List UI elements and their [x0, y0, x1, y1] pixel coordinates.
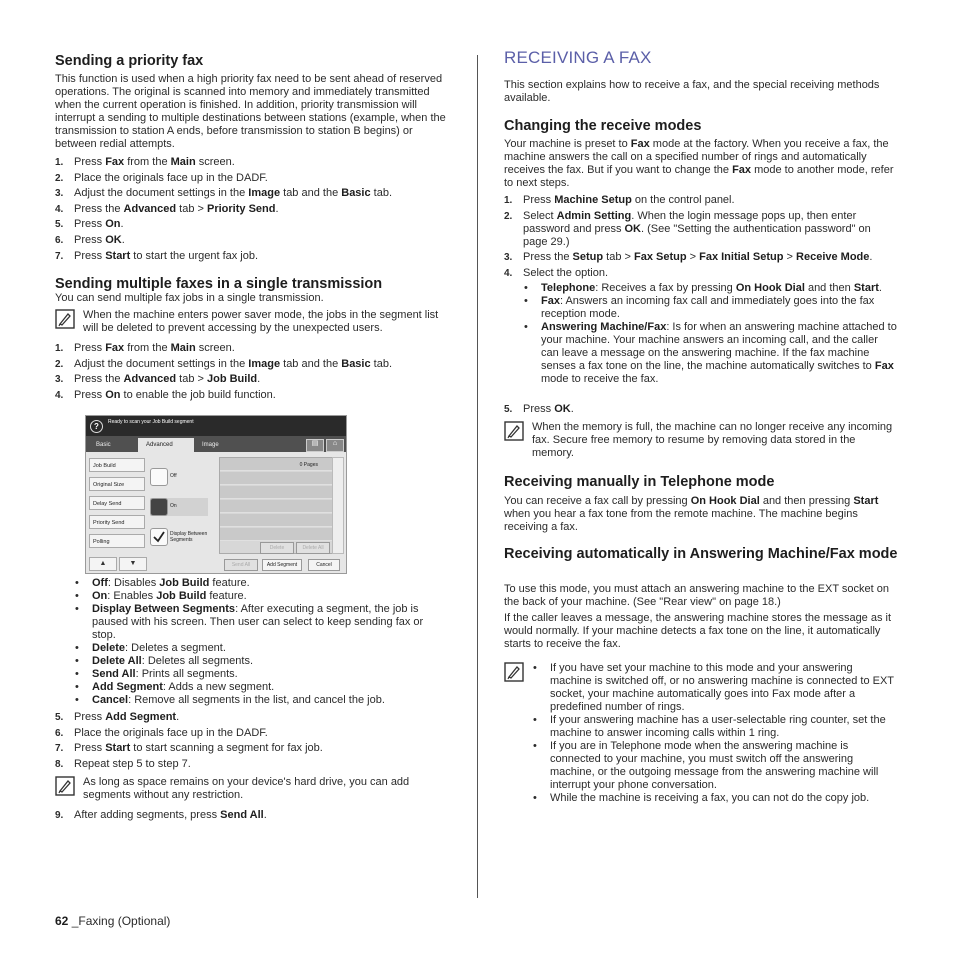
bullet-keyword: On Hook Dial: [735, 282, 805, 294]
list-item: [504, 194, 898, 207]
bullet-keyword: Start: [853, 282, 879, 294]
step-keyword: Fax: [105, 156, 125, 168]
tab-image[interactable]: Image: [202, 442, 219, 448]
sidebar-job-build[interactable]: Job Build: [89, 458, 145, 472]
list-item: [55, 358, 447, 371]
bullet-item: [74, 694, 447, 707]
step-keyword: Fax: [105, 342, 125, 354]
multiple-steps-b: [55, 711, 447, 773]
list-item: [504, 403, 898, 416]
step-number: 5.: [55, 712, 64, 723]
step-keyword: Fax Initial Setup: [699, 251, 784, 264]
bullet-item: • If your answering machine has a user-selectable ring counter, set the machine to answer incoming calls within 1 ring.: [532, 714, 894, 740]
list-item: [55, 234, 447, 247]
receive-mode-step-5: [504, 403, 898, 419]
step-text: Place the originals face up in the DADF.: [74, 726, 268, 739]
list-item: [55, 172, 447, 185]
step-text: screen.: [195, 342, 235, 354]
bullet-keyword: Add Segment: [92, 681, 163, 693]
receive-mode-steps: [504, 194, 898, 282]
home-icon[interactable]: ⌂: [326, 439, 344, 452]
option-on[interactable]: [150, 498, 208, 516]
bullet-item: [74, 681, 447, 694]
step-text: Press: [74, 249, 106, 262]
heading-telephone-mode: Receiving manually in Telephone mode: [504, 474, 775, 490]
tab-advanced[interactable]: Advanced: [138, 438, 194, 452]
list-item: [55, 727, 447, 740]
bullet-text: : Deletes all segments.: [141, 655, 254, 667]
step-number: 7.: [55, 743, 64, 755]
bullet-keyword: Cancel: [92, 694, 129, 706]
multiple-intro: You can send multiple fax jobs in a single transmission.: [55, 292, 324, 304]
step-number: 5.: [504, 404, 513, 415]
option-on-label: On: [170, 503, 177, 509]
step-number: 9.: [55, 810, 64, 821]
step-keyword: Basic: [341, 187, 371, 200]
add-segment-button[interactable]: Add Segment: [262, 559, 302, 571]
segment-row[interactable]: [220, 472, 332, 485]
step-number: 6.: [55, 727, 64, 739]
heading-priority-fax: Sending a priority fax: [55, 53, 204, 69]
receive-modes-intro: Your machine is preset to Fax mode at the factory. When you receive a fax, the machine answers the call on a specified number of rings and automatically receives the fax. But if you want to change the Fax mode to another mode, refer to next steps.: [504, 138, 894, 189]
step-text: tab.: [370, 187, 393, 200]
bullet-item: [523, 282, 898, 295]
list-item: [55, 742, 447, 755]
step-text: >: [783, 251, 797, 264]
heading-answering-mode: Receiving automatically in Answering Machine/Fax mode: [504, 546, 898, 562]
step-text: tab >: [176, 202, 207, 215]
step-text: Select: [523, 209, 557, 222]
segment-list: [219, 457, 333, 554]
bullet-keyword: Delete All: [92, 655, 142, 667]
heading-multiple-faxes: Sending multiple faxes in a single transmission: [55, 276, 383, 292]
step-text: tab and the: [280, 357, 342, 370]
list-item: [504, 267, 898, 280]
bullet-text: and then: [804, 282, 854, 294]
step-text: After adding segments, press: [74, 809, 221, 821]
step-text: Repeat step 5 to step 7.: [74, 757, 191, 770]
multiple-steps-a: [55, 342, 447, 404]
priority-steps: [55, 156, 447, 265]
send-all-button[interactable]: Send All: [224, 559, 258, 571]
segment-list-header: [220, 458, 332, 471]
list-item: [55, 373, 447, 386]
check-icon[interactable]: [150, 528, 168, 546]
note-pencil-icon: [504, 421, 524, 441]
step-number: 7.: [55, 250, 64, 262]
step-keyword: Fax Setup: [633, 251, 687, 264]
bullet-text: : After executing a segment, the job is paused with his screen. Then user can select to keep sending fax or stop.: [92, 603, 424, 641]
step-keyword: OK: [624, 222, 641, 235]
step-keyword: Add Segment: [105, 711, 177, 723]
step-number: 4.: [55, 203, 64, 215]
bullet-keyword: Fax: [874, 360, 894, 372]
step-text: to start the urgent fax job.: [130, 249, 259, 262]
help-icon[interactable]: ?: [90, 420, 103, 433]
step-text: .: [257, 373, 261, 386]
step-keyword: Admin Setting: [556, 209, 632, 222]
bullet-item: [74, 603, 447, 642]
bullet-text: : Prints all segments.: [135, 668, 238, 680]
page-number: 62: [55, 914, 69, 928]
step-text: Press: [74, 388, 106, 401]
list-item: [504, 251, 898, 264]
sidebar-delay-send[interactable]: Delay Send: [89, 496, 145, 510]
step-number: 6.: [55, 234, 64, 246]
step-text: Press the: [523, 251, 573, 264]
bullet-text: : Adds a new segment.: [162, 681, 275, 693]
sidebar-original-size[interactable]: Original Size: [89, 477, 145, 491]
step-text: to enable the job build function.: [120, 388, 276, 401]
step-keyword: Priority Send: [207, 202, 276, 215]
step-number: 1.: [504, 195, 513, 206]
step-number: 4.: [55, 389, 64, 401]
screen-title: Ready to scan your Job Build segment: [108, 419, 194, 425]
step-text: Press the: [74, 373, 124, 386]
step-keyword: Image: [248, 357, 281, 370]
segment-row[interactable]: [220, 514, 332, 527]
step-keyword: On: [105, 388, 121, 401]
cancel-button[interactable]: Cancel: [308, 559, 340, 571]
step-text: Press: [74, 218, 106, 231]
step-keyword: Setup: [572, 251, 604, 264]
step-number: 8.: [55, 758, 64, 770]
step-text: .: [869, 251, 873, 264]
footer-section: _Faxing (Optional): [68, 914, 171, 928]
bullet-item: [74, 642, 447, 655]
step-keyword: Image: [248, 187, 281, 200]
list-item: [55, 758, 447, 771]
bullet-item: [74, 668, 447, 681]
step-text: .: [120, 218, 124, 231]
list-item: [55, 203, 447, 216]
bullet-text: feature.: [206, 590, 247, 602]
step-number: 2.: [55, 358, 64, 370]
step-keyword: Advanced: [123, 202, 177, 215]
note-hard-drive-text: As long as space remains on your device's hard drive, you can add segments without any restriction.: [83, 776, 410, 801]
bullet-keyword: Fax: [541, 295, 560, 307]
step-text: Select the option.: [523, 266, 609, 279]
sidebar-priority-send[interactable]: Priority Send: [89, 515, 145, 529]
step-number: 4.: [504, 267, 513, 279]
scroll-down-icon[interactable]: ▼: [119, 557, 147, 571]
bullet-text: : Disables: [107, 577, 160, 589]
bullet-text: .: [878, 282, 882, 294]
step-text: Press: [74, 233, 106, 246]
step-keyword: Main: [170, 156, 196, 168]
job-build-screenshot: [85, 415, 347, 574]
option-display-between[interactable]: [150, 528, 208, 546]
multiple-step-9: [55, 809, 447, 825]
list-item: [55, 342, 447, 355]
list-item: [55, 711, 447, 724]
step-keyword: Main: [170, 342, 196, 354]
step-text: tab >: [603, 251, 634, 264]
bullet-text: : Deletes a segment.: [125, 642, 226, 654]
step-text: to start scanning a segment for fax job.: [130, 742, 323, 755]
screen-title-bar: [86, 416, 346, 436]
delete-all-button[interactable]: Delete All: [296, 542, 330, 554]
step-text: Press the: [74, 202, 124, 215]
step-number: 3.: [504, 252, 513, 264]
column-divider: [477, 55, 478, 898]
step-keyword: OK: [554, 403, 571, 415]
list-item: [55, 156, 447, 169]
bullet-text: feature.: [209, 577, 250, 589]
bullet-item: [523, 295, 898, 321]
step-text: . (See "Setting the authentication password" on page 29.): [523, 222, 871, 248]
step-text: Press: [74, 742, 106, 755]
answering-p1: To use this mode, you must attach an answering machine to the EXT socket on the back of your machine. (See "Rear view" on page 18.): [504, 583, 890, 608]
bullet-keyword: Off: [92, 577, 108, 589]
tab-basic[interactable]: Basic: [96, 442, 111, 448]
scroll-up-icon[interactable]: ▲: [89, 557, 117, 571]
step-number: 5.: [55, 219, 64, 231]
bullet-item: [74, 655, 447, 668]
page-count: 0 Pages: [299, 462, 318, 468]
list-item: [55, 218, 447, 231]
bullet-item: • If you are in Telephone mode when the answering machine is connected to your machine, you must switch off the answering machine, or the outgoing message from the answering machine will interrupt your phone conversation.: [532, 740, 894, 792]
bullet-keyword: Send All: [92, 668, 136, 680]
step-text: Press: [523, 194, 555, 206]
list-item: [55, 389, 447, 402]
step-text: .: [275, 202, 279, 215]
on-checkbox[interactable]: [150, 498, 168, 516]
bullet-text: : Is for when an answering machine attached to your machine. Your machine answers an incoming call, and the caller can leave a message on the answering machine. If the fax machine senses a fax tone on the line, the machine automatically switches to: [541, 321, 897, 372]
step-text: .: [263, 809, 267, 821]
step-number: 2.: [504, 210, 513, 222]
bullet-item: • If you have set your machine to this mode and your answering machine is switched off, or no answering machine is connected to EXT socket, your machine automatically goes into Fax mode after a predefined number of rings.: [532, 662, 894, 714]
step-keyword: Basic: [341, 357, 371, 370]
step-text: from the: [124, 156, 171, 168]
note-pencil-icon: [55, 309, 75, 329]
bullet-keyword: On: [92, 590, 108, 602]
bullet-item: • While the machine is receiving a fax, you can not do the copy job.: [532, 792, 894, 805]
step-text: from the: [124, 342, 171, 354]
bullet-item: [74, 577, 447, 590]
step-keyword: OK: [105, 233, 122, 246]
step-keyword: Machine Setup: [554, 194, 632, 206]
segment-row[interactable]: [220, 500, 332, 513]
step-number: 3.: [55, 374, 64, 386]
step-keyword: Start: [105, 742, 131, 755]
step-text: Press: [74, 156, 106, 168]
delete-button[interactable]: Delete: [260, 542, 294, 554]
step-text: on the control panel.: [631, 194, 735, 206]
telephone-text: You can receive a fax call by pressing On Hook Dial and then pressing Start when you hear a fax tone from the remote machine. The machine begins receiving a fax.: [504, 495, 879, 533]
bullet-item: [74, 590, 447, 603]
off-checkbox[interactable]: [150, 468, 168, 486]
bullet-keyword: Answering Machine/Fax: [541, 321, 667, 333]
option-display-label: Display Between Segments: [170, 531, 208, 543]
step-text: >: [686, 251, 700, 264]
receive-mode-options: [523, 282, 898, 386]
job-build-options: [74, 577, 447, 707]
answering-notes: [532, 662, 894, 805]
step-keyword: Receive Mode: [796, 251, 870, 264]
bullet-item: [523, 321, 898, 386]
step-number: 3.: [55, 188, 64, 200]
step-keyword: On: [105, 218, 121, 231]
note-pencil-icon: [55, 776, 75, 796]
step-text: . When the login message pops up, then enter password and press: [523, 209, 857, 235]
step-text: tab >: [176, 373, 207, 386]
step-keyword: Start: [105, 249, 131, 262]
note-power-saver-text: When the machine enters power saver mode, the jobs in the segment list will be deleted to prevent accessing by the unexpected users.: [83, 309, 439, 334]
list-item: [504, 210, 898, 249]
heading-receive-modes: Changing the receive modes: [504, 118, 702, 134]
bullet-text: : Receives a fax by pressing: [595, 282, 736, 294]
step-text: .: [176, 711, 180, 723]
bullet-text: : Answers an incoming fax call and immediately goes into the fax reception mode.: [541, 295, 875, 320]
segment-row[interactable]: [220, 486, 332, 499]
list-item: [55, 187, 447, 200]
list-item: [55, 809, 447, 822]
step-text: Adjust the document settings in the: [74, 357, 249, 370]
bullet-keyword: Telephone: [541, 282, 596, 294]
step-text: tab and the: [280, 187, 342, 200]
page-footer: [55, 914, 170, 929]
bullet-text: : Remove all segments in the list, and cancel the job.: [128, 694, 385, 706]
page-title: RECEIVING A FAX: [504, 48, 652, 67]
segment-scrollbar[interactable]: [332, 457, 344, 554]
note-pencil-icon: [504, 662, 524, 682]
step-text: Press: [523, 403, 555, 415]
bullet-keyword: Delete: [92, 642, 126, 654]
step-number: 1.: [55, 343, 64, 354]
answering-p2: If the caller leaves a message, the answering machine stores the message as it would normally. If your machine detects a fax tone on the line, it automatically starts to receive the fax.: [504, 612, 892, 650]
step-text: .: [121, 233, 125, 246]
priority-intro: This function is used when a high priority fax need to be sent ahead of reserved operations. The original is scanned into memory and immediately transmitted when the current operation is finished. In addition, priority transmission will interrupt a sending to multiple destinations between stations (example, when the transmission to station A ends, before transmission to station B begins) or between redial attempts.: [55, 73, 446, 150]
step-text: Press: [74, 711, 106, 723]
note-memory-full-text: When the memory is full, the machine can no longer receive any incoming fax. Secure free memory to resume by removing data stored in the memory.: [532, 421, 893, 459]
step-text: tab.: [370, 357, 393, 370]
receive-intro: This section explains how to receive a fax, and the special receiving methods available.: [504, 79, 880, 104]
step-keyword: Job Build: [207, 373, 258, 386]
bullet-keyword: Job Build: [156, 590, 207, 602]
bullet-text: mode to receive the fax.: [541, 373, 659, 385]
step-number: 2.: [55, 172, 64, 184]
step-text: Adjust the document settings in the: [74, 187, 249, 200]
option-off[interactable]: [150, 468, 208, 486]
step-text: Press: [74, 342, 106, 354]
bullet-keyword: Job Build: [159, 577, 210, 589]
bullet-text: : Enables: [107, 590, 157, 602]
step-text: Place the originals face up in the DADF.: [74, 171, 268, 184]
option-off-label: Off: [170, 473, 177, 479]
step-text: .: [570, 403, 574, 415]
step-text: screen.: [195, 156, 235, 168]
sidebar-polling[interactable]: Polling: [89, 534, 145, 548]
step-number: 1.: [55, 157, 64, 168]
screen-icon-a[interactable]: ▤: [306, 439, 324, 452]
list-item: [55, 250, 447, 263]
step-keyword: Send All: [220, 809, 264, 821]
segment-row[interactable]: [220, 528, 332, 541]
bullet-keyword: Display Between Segments: [92, 603, 236, 615]
step-keyword: Advanced: [123, 373, 177, 386]
